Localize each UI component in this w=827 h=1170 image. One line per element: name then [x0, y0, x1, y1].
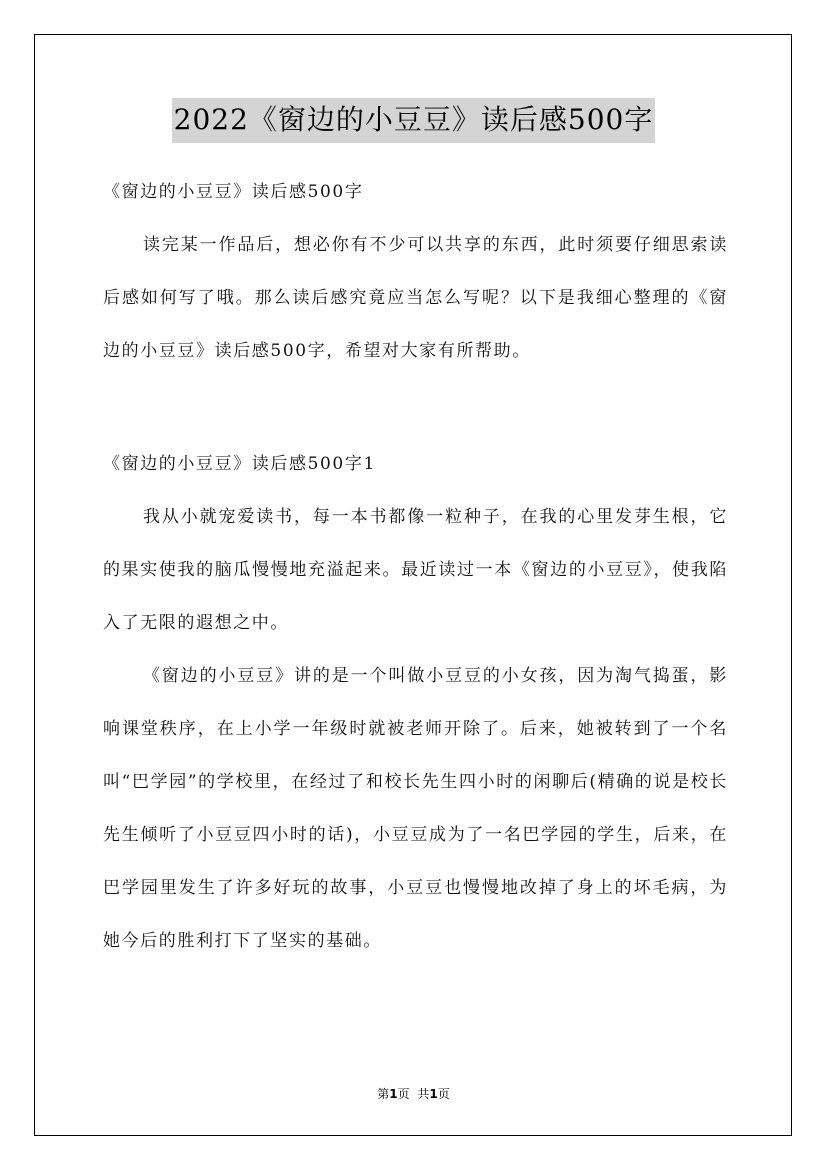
section-heading: 《窗边的小豆豆》读后感500字1	[103, 454, 376, 474]
page-label-suffix: 页	[397, 1087, 410, 1101]
intro-paragraph: 读完某一作品后，想必你有不少可以共享的东西，此时须要仔细思索读后感如何写了哦。那么读后感究竟应当怎么写呢？以下是我细心整理的《窗边的小豆豆》读后感500字，希望对大家有所帮助。	[103, 235, 728, 361]
title-wrap	[0, 98, 827, 143]
total-label-prefix: 共	[417, 1087, 430, 1101]
total-label-suffix: 页	[437, 1087, 450, 1101]
intro-block	[103, 166, 728, 378]
page-number: 1	[389, 1087, 398, 1101]
total-pages: 1	[429, 1087, 438, 1101]
page-label-prefix: 第	[377, 1087, 390, 1101]
section-block	[103, 438, 728, 968]
body-paragraph-2: 《窗边的小豆豆》讲的是一个叫做小豆豆的小女孩，因为淘气捣蛋，影响课堂秩序，在上小学一年级时就被老师开除了。后来，她被转到了一个名叫“巴学园”的学校里，在经过了和校长先生四小时的闲聊后(精确的说是校长先生倾听了小豆豆四小时的话)，小豆豆成为了一名巴学园的学生，后来，在巴学园里发生了许多好玩的故事，小豆豆也慢慢地改掉了身上的坏毛病，为她今后的胜利打下了坚实的基础。	[103, 666, 728, 951]
document-title: 2022《窗边的小豆豆》读后感500字	[172, 98, 656, 143]
page-footer	[0, 1085, 827, 1102]
body-paragraph-1: 我从小就宠爱读书，每一本书都像一粒种子，在我的心里发芽生根，它的果实使我的脑瓜慢慢地充溢起来。最近读过一本《窗边的小豆豆》，使我陷入了无限的遐想之中。	[103, 507, 728, 633]
document-subtitle: 《窗边的小豆豆》读后感500字	[103, 182, 364, 202]
